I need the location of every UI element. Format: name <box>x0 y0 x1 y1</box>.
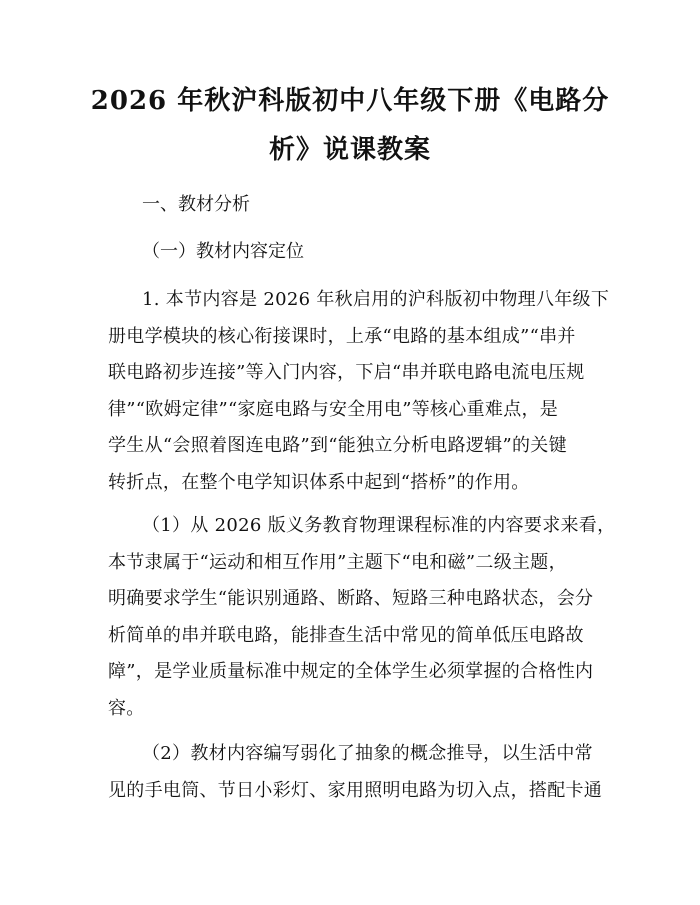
paragraph-line: 见的手电筒、节日小彩灯、家用照明电路为切入点，搭配卡通 <box>108 779 603 801</box>
document-title-line-2: 析》说课教案 <box>268 135 431 165</box>
paragraph-line: （1）从 2026 版义务教育物理课程标准的内容要求来看， <box>142 515 616 536</box>
paragraph-curriculum-standard <box>108 508 616 727</box>
paragraph-line: 册电学模块的核心衔接课时，上承“电路的基本组成”“串并 <box>108 325 576 347</box>
paragraph-line: 析简单的串并联电路，能排查生活中常见的简单低压电路故 <box>108 624 584 646</box>
paragraph-line: 转折点，在整个电学知识体系中起到“搭桥”的作用。 <box>108 471 530 493</box>
subsection-heading: （一）教材内容定位 <box>142 241 304 262</box>
paragraph-line: 律”“欧姆定律”“家庭电路与安全用电”等核心重难点，是 <box>108 398 559 420</box>
paragraph-line: 本节隶属于“运动和相互作用”主题下“电和磁”二级主题， <box>108 551 567 573</box>
paragraph-line: 容。 <box>108 697 145 719</box>
paragraph-content-position <box>108 282 610 501</box>
paragraph-line: 障”，是学业质量标准中规定的全体学生必须掌握的合格性内 <box>108 661 594 682</box>
section-heading: 一、教材分析 <box>142 194 250 215</box>
paragraph-line: （2）教材内容编写弱化了抽象的概念推导，以生活中常 <box>142 743 593 764</box>
document-title-line-1: 2026 年秋沪科版初中八年级下册《电路分 <box>90 86 610 116</box>
paragraph-textbook-writing <box>108 736 603 809</box>
paragraph-line: 1. 本节内容是 2026 年秋启用的沪科版初中物理八年级下 <box>142 289 610 310</box>
paragraph-line: 明确要求学生“能识别通路、断路、短路三种电路状态，会分 <box>108 588 594 609</box>
paragraph-line: 联电路初步连接”等入门内容，下启“串并联电路电流电压规 <box>108 362 585 383</box>
paragraph-line: 学生从“会照着图连电路”到“能独立分析电路逻辑”的关键 <box>108 435 567 456</box>
